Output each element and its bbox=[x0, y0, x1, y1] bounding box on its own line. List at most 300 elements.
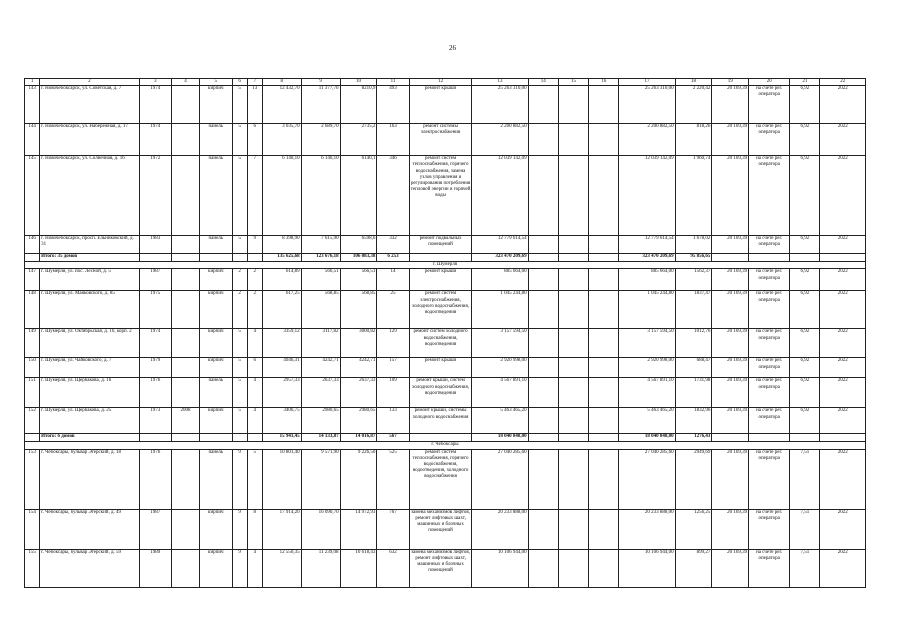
total-area-cell: 2957,33 bbox=[262, 378, 301, 408]
wall-material-cell: кирпич bbox=[200, 269, 232, 291]
cost-col-15-cell bbox=[558, 358, 588, 378]
cost-col-16-cell bbox=[589, 291, 619, 329]
residents-cell: 567 bbox=[377, 434, 409, 442]
cost-per-sqm-cell: 1276,43 bbox=[675, 434, 712, 442]
work-type-cell: ремонт крыши bbox=[409, 358, 472, 378]
cost-per-sqm-cell: 899,27 bbox=[675, 549, 712, 587]
work-type-cell: ремонт крыши bbox=[409, 86, 472, 124]
fund-method-cell: на счете рег. оператора bbox=[749, 509, 790, 549]
residents-cell: 109 bbox=[377, 378, 409, 408]
wall-material-cell bbox=[200, 434, 232, 442]
area-premises-cell: 568,85 bbox=[301, 291, 340, 329]
contribution-cell: 7,51 bbox=[790, 509, 820, 549]
total-area-cell: 12 550,35 bbox=[262, 549, 301, 587]
row-no-cell: 153 bbox=[25, 449, 40, 509]
entrances-cell: 6 bbox=[247, 124, 262, 156]
column-number-cell: 22 bbox=[820, 79, 866, 86]
total-area-cell: 8 398,90 bbox=[262, 236, 301, 254]
row-no-cell: 150 bbox=[25, 358, 40, 378]
row-no-cell bbox=[25, 254, 40, 262]
cost-owners-cell: 10 106 944,00 bbox=[619, 549, 675, 587]
completion-year-cell: 2022 bbox=[820, 358, 866, 378]
housing-register-table bbox=[24, 78, 866, 588]
total-area-cell: 10 801,40 bbox=[262, 449, 301, 509]
address-cell: г. Новочебоксарск, просп. Ельниковский, д. 31 bbox=[40, 236, 139, 254]
residents-cell: 767 bbox=[377, 509, 409, 549]
area-residential-cell: 6598,6 bbox=[340, 236, 377, 254]
year-built-cell: 1972 bbox=[139, 156, 171, 236]
row-no-cell: 151 bbox=[25, 378, 40, 408]
contribution-cell: 7,51 bbox=[790, 449, 820, 509]
row-no-cell: 147 bbox=[25, 269, 40, 291]
cost-per-sqm-cell: 1256,25 bbox=[675, 509, 712, 549]
table-row bbox=[25, 156, 866, 236]
city-section-row bbox=[25, 442, 866, 449]
fund-method-cell: на счете рег. оператора bbox=[749, 329, 790, 358]
area-premises-cell: 2637,33 bbox=[301, 378, 340, 408]
work-type-cell: замена механизмов лифтов, ремонт лифтовых шахт, машинных и блочных помещений bbox=[409, 509, 472, 549]
cost-col-14-cell bbox=[528, 549, 558, 587]
cost-col-14-cell bbox=[528, 509, 558, 549]
column-number-cell: 12 bbox=[409, 79, 472, 86]
total-cost-cell: 25 263 310,00 bbox=[472, 86, 528, 124]
contribution-cell: 6,92 bbox=[790, 291, 820, 329]
year-built-cell: 1974 bbox=[139, 124, 171, 156]
floors-cell: 5 bbox=[232, 408, 247, 434]
cost-col-14-cell bbox=[528, 329, 558, 358]
area-residential-cell: 2735,2 bbox=[340, 124, 377, 156]
address-cell: г. Новочебоксарск, ул. Советская, д. 7 bbox=[40, 86, 139, 124]
column-number-cell: 8 bbox=[262, 79, 301, 86]
year-built-cell bbox=[139, 254, 171, 262]
column-number-cell: 1 bbox=[25, 79, 40, 86]
total-cost-cell: 20 233 888,00 bbox=[472, 509, 528, 549]
cost-col-14-cell bbox=[528, 236, 558, 254]
address-cell: Итого: 35 домов bbox=[40, 254, 139, 262]
wall-material-cell: панель bbox=[200, 236, 232, 254]
year-reconstructed-cell bbox=[171, 236, 199, 254]
year-reconstructed-cell bbox=[171, 434, 199, 442]
cost-owners-cell: 12 039 142,09 bbox=[619, 156, 675, 236]
entrances-cell bbox=[247, 254, 262, 262]
entrances-cell: 13 bbox=[247, 86, 262, 124]
total-area-cell: 3359,12 bbox=[262, 329, 301, 358]
total-row bbox=[25, 434, 866, 442]
entrances-cell: 7 bbox=[247, 156, 262, 236]
cost-per-sqm-cell: 1832,96 bbox=[675, 408, 712, 434]
year-built-cell: 1987 bbox=[139, 269, 171, 291]
row-no-cell: 144 bbox=[25, 124, 40, 156]
cost-col-15-cell bbox=[558, 434, 588, 442]
column-number-cell: 6 bbox=[232, 79, 247, 86]
column-number-cell: 13 bbox=[472, 79, 528, 86]
floors-cell: 9 bbox=[232, 449, 247, 509]
address-cell: г. Шумерля, ул. пос. Лесной, д. 5 bbox=[40, 269, 139, 291]
cost-per-sqm-cell: 818,26 bbox=[675, 124, 712, 156]
completion-year-cell: 2022 bbox=[820, 269, 866, 291]
contribution-cell: 6,92 bbox=[790, 378, 820, 408]
fund-method-cell: на счете рег. оператора bbox=[749, 156, 790, 236]
cost-per-sqm-cell: 1837,47 bbox=[675, 291, 712, 329]
work-type-cell: ремонт крыши bbox=[409, 269, 472, 291]
area-residential-cell: 106 083,38 bbox=[340, 254, 377, 262]
cost-col-15-cell bbox=[558, 236, 588, 254]
cost-col-16-cell bbox=[589, 254, 619, 262]
address-cell: г. Чебоксары, бульвар Эгерский, д. 59 bbox=[40, 549, 139, 587]
row-no-cell: 145 bbox=[25, 156, 40, 236]
contribution-cell: 6,92 bbox=[790, 236, 820, 254]
column-number-cell: 19 bbox=[712, 79, 749, 86]
work-type-cell: ремонт системы электроснабжения bbox=[409, 124, 472, 156]
max-cost-per-sqm-cell: 20 169,39 bbox=[712, 156, 749, 236]
year-built-cell: 1973 bbox=[139, 408, 171, 434]
year-reconstructed-cell bbox=[171, 86, 199, 124]
max-cost-per-sqm-cell: 20 169,39 bbox=[712, 549, 749, 587]
area-premises-cell: 4242,71 bbox=[301, 358, 340, 378]
total-area-cell: 614,89 bbox=[262, 269, 301, 291]
total-cost-cell: 323 470 209,69 bbox=[472, 254, 528, 262]
area-premises-cell: 3117,82 bbox=[301, 329, 340, 358]
column-number-cell: 4 bbox=[171, 79, 199, 86]
year-reconstructed-cell bbox=[171, 329, 199, 358]
wall-material-cell: кирпич bbox=[200, 329, 232, 358]
cost-col-16-cell bbox=[589, 329, 619, 358]
area-residential-cell: 566,51 bbox=[340, 269, 377, 291]
cost-owners-cell: 3 157 594,50 bbox=[619, 329, 675, 358]
cost-col-16-cell bbox=[589, 86, 619, 124]
floors-cell: 5 bbox=[232, 156, 247, 236]
cost-col-16-cell bbox=[589, 378, 619, 408]
table-row bbox=[25, 124, 866, 156]
total-cost-cell: 4 567 891,10 bbox=[472, 378, 528, 408]
wall-material-cell: кирпич bbox=[200, 509, 232, 549]
cost-col-16-cell bbox=[589, 236, 619, 254]
fund-method-cell: на счете рег. оператора bbox=[749, 236, 790, 254]
cost-col-15-cell bbox=[558, 449, 588, 509]
row-no-cell: 146 bbox=[25, 236, 40, 254]
year-reconstructed-cell: 2008 bbox=[171, 408, 199, 434]
cost-per-sqm-cell: 1 678,02 bbox=[675, 236, 712, 254]
fund-method-cell bbox=[749, 254, 790, 262]
max-cost-per-sqm-cell: 20 169,39 bbox=[712, 291, 749, 329]
address-cell: г. Чебоксары, бульвар Эгерский, д. 49 bbox=[40, 509, 139, 549]
max-cost-per-sqm-cell bbox=[712, 434, 749, 442]
address-cell: г. Шумерля, ул. Щербакова, д. 25 bbox=[40, 408, 139, 434]
contribution-cell: 6,92 bbox=[790, 408, 820, 434]
residents-cell: 525 bbox=[377, 449, 409, 509]
area-residential-cell: 14 972,93 bbox=[340, 509, 377, 549]
completion-year-cell bbox=[820, 434, 866, 442]
completion-year-cell: 2022 bbox=[820, 408, 866, 434]
cost-col-14-cell bbox=[528, 269, 558, 291]
total-area-cell: 3 035,70 bbox=[262, 124, 301, 156]
work-type-cell bbox=[409, 434, 472, 442]
address-cell: г. Шумерля, ул. Октябрьская, д. 16, корп. 2 bbox=[40, 329, 139, 358]
year-built-cell: 1974 bbox=[139, 86, 171, 124]
year-built-cell: 1976 bbox=[139, 378, 171, 408]
entrances-cell: 5 bbox=[247, 449, 262, 509]
max-cost-per-sqm-cell: 20 169,39 bbox=[712, 378, 749, 408]
area-residential-cell: 14 016,87 bbox=[340, 434, 377, 442]
city-heading: г. Шумерля bbox=[25, 262, 866, 269]
year-built-cell bbox=[139, 434, 171, 442]
completion-year-cell: 2022 bbox=[820, 378, 866, 408]
year-reconstructed-cell bbox=[171, 291, 199, 329]
max-cost-per-sqm-cell: 20 169,39 bbox=[712, 269, 749, 291]
cost-owners-cell: 4 567 891,10 bbox=[619, 378, 675, 408]
cost-owners-cell: 20 233 888,00 bbox=[619, 509, 675, 549]
area-premises-cell: 2980,65 bbox=[301, 408, 340, 434]
table-row bbox=[25, 449, 866, 509]
cost-owners-cell: 1 045 244,80 bbox=[619, 291, 675, 329]
floors-cell: 9 bbox=[232, 509, 247, 549]
entrances-cell bbox=[247, 434, 262, 442]
fund-method-cell: на счете рег. оператора bbox=[749, 358, 790, 378]
completion-year-cell bbox=[820, 254, 866, 262]
floors-cell: 9 bbox=[232, 549, 247, 587]
year-built-cell: 1979 bbox=[139, 358, 171, 378]
page-number: 26 bbox=[449, 44, 456, 52]
floors-cell: 5 bbox=[232, 378, 247, 408]
table-row bbox=[25, 269, 866, 291]
max-cost-per-sqm-cell bbox=[712, 254, 749, 262]
wall-material-cell: кирпич bbox=[200, 358, 232, 378]
fund-method-cell: на счете рег. оператора bbox=[749, 269, 790, 291]
fund-method-cell: на счете рег. оператора bbox=[749, 449, 790, 509]
total-cost-cell: 2 920 998,00 bbox=[472, 358, 528, 378]
year-built-cell: 1983 bbox=[139, 236, 171, 254]
residents-cell: 6 253 bbox=[377, 254, 409, 262]
table-row bbox=[25, 358, 866, 378]
total-area-cell: 617,25 bbox=[262, 291, 301, 329]
fund-method-cell: на счете рег. оператора bbox=[749, 408, 790, 434]
max-cost-per-sqm-cell: 20 169,39 bbox=[712, 86, 749, 124]
work-type-cell: ремонт систем теплоснабжения, горячего водоснабжения, водоотведения, холодного водоснабжения bbox=[409, 449, 472, 509]
total-area-cell: 15 941,45 bbox=[262, 434, 301, 442]
area-premises-cell: 123 676,18 bbox=[301, 254, 340, 262]
area-residential-cell: 9 226,50 bbox=[340, 449, 377, 509]
wall-material-cell: панель bbox=[200, 449, 232, 509]
column-number-cell: 15 bbox=[558, 79, 588, 86]
max-cost-per-sqm-cell: 20 169,39 bbox=[712, 449, 749, 509]
entrances-cell: 6 bbox=[247, 358, 262, 378]
cost-per-sqm-cell: 1731,98 bbox=[675, 378, 712, 408]
area-residential-cell: 10 618,43 bbox=[340, 549, 377, 587]
floors-cell bbox=[232, 434, 247, 442]
year-built-cell: 1974 bbox=[139, 329, 171, 358]
cost-col-14-cell bbox=[528, 434, 558, 442]
cost-owners-cell: 27 040 285,60 bbox=[619, 449, 675, 509]
max-cost-per-sqm-cell: 20 169,39 bbox=[712, 124, 749, 156]
max-cost-per-sqm-cell: 20 169,39 bbox=[712, 509, 749, 549]
cost-owners-cell: 5 463 465,20 bbox=[619, 408, 675, 434]
year-built-cell: 1989 bbox=[139, 549, 171, 587]
area-premises-cell: 566,51 bbox=[301, 269, 340, 291]
entrances-cell: 9 bbox=[247, 236, 262, 254]
work-type-cell: ремонт крыши, систем холодного водоснабжения, водоотведения bbox=[409, 378, 472, 408]
floors-cell: 5 bbox=[232, 124, 247, 156]
cost-col-14-cell bbox=[528, 378, 558, 408]
work-type-cell: ремонт систем теплоснабжения, горячего водоснабжения, замена узлов управления и регулирования потребления тепловой энергии и горячей воды bbox=[409, 156, 472, 236]
table-row bbox=[25, 329, 866, 358]
address-cell: г. Шумерля, ул. Маяковского, д. 85 bbox=[40, 291, 139, 329]
cost-col-14-cell bbox=[528, 408, 558, 434]
cost-per-sqm-cell: 2949,69 bbox=[675, 449, 712, 509]
contribution-cell bbox=[790, 434, 820, 442]
column-number-cell: 10 bbox=[340, 79, 377, 86]
city-heading: г. Чебоксары bbox=[25, 442, 866, 449]
residents-cell: 346 bbox=[377, 156, 409, 236]
column-number-cell: 2 bbox=[40, 79, 139, 86]
total-cost-cell: 12 779 614,54 bbox=[472, 236, 528, 254]
row-no-cell: 149 bbox=[25, 329, 40, 358]
cost-col-14-cell bbox=[528, 291, 558, 329]
total-cost-cell: 3 157 594,50 bbox=[472, 329, 528, 358]
work-type-cell: ремонт систем холодного водоснабжения, водоотведения bbox=[409, 329, 472, 358]
cost-col-16-cell bbox=[589, 434, 619, 442]
column-number-cell: 11 bbox=[377, 79, 409, 86]
cost-per-sqm-cell: 2 220,42 bbox=[675, 86, 712, 124]
area-residential-cell: 8210,9 bbox=[340, 86, 377, 124]
floors-cell: 2 bbox=[232, 269, 247, 291]
work-type-cell bbox=[409, 254, 472, 262]
total-area-cell: 17 914,20 bbox=[262, 509, 301, 549]
cost-col-16-cell bbox=[589, 124, 619, 156]
cost-col-14-cell bbox=[528, 254, 558, 262]
entrances-cell: 4 bbox=[247, 549, 262, 587]
work-type-cell: ремонт крыши, системы холодного водоснабжения bbox=[409, 408, 472, 434]
column-number-cell: 20 bbox=[749, 79, 790, 86]
total-area-cell: 3406,75 bbox=[262, 408, 301, 434]
max-cost-per-sqm-cell: 20 169,39 bbox=[712, 236, 749, 254]
area-residential-cell: 3000,82 bbox=[340, 329, 377, 358]
column-number-cell: 21 bbox=[790, 79, 820, 86]
area-premises-cell: 6 140,10 bbox=[301, 156, 340, 236]
cost-col-15-cell bbox=[558, 408, 588, 434]
total-cost-cell: 12 039 142,09 bbox=[472, 156, 528, 236]
year-reconstructed-cell bbox=[171, 358, 199, 378]
residents-cell: 157 bbox=[377, 358, 409, 378]
cost-col-15-cell bbox=[558, 124, 588, 156]
entrances-cell: 2 bbox=[247, 269, 262, 291]
table-row bbox=[25, 236, 866, 254]
contribution-cell: 6,92 bbox=[790, 329, 820, 358]
address-cell: г. Новочебоксарск, ул. Солнечная, д. 16 bbox=[40, 156, 139, 236]
residents-cell: 25 bbox=[377, 291, 409, 329]
address-cell: г. Шумерля, ул. Щербакова, д. 16 bbox=[40, 378, 139, 408]
floors-cell: 2 bbox=[232, 291, 247, 329]
year-reconstructed-cell bbox=[171, 156, 199, 236]
cost-col-14-cell bbox=[528, 358, 558, 378]
total-area-cell: 4946,31 bbox=[262, 358, 301, 378]
total-cost-cell: 5 463 465,20 bbox=[472, 408, 528, 434]
address-cell: г. Чебоксары, бульвар Эгерский, д. 18 bbox=[40, 449, 139, 509]
total-cost-cell: 2 200 882,50 bbox=[472, 124, 528, 156]
total-row bbox=[25, 254, 866, 262]
year-built-cell: 1987 bbox=[139, 509, 171, 549]
wall-material-cell: кирпич bbox=[200, 291, 232, 329]
cost-col-15-cell bbox=[558, 269, 588, 291]
wall-material-cell: кирпич bbox=[200, 408, 232, 434]
area-premises-cell: 2 689,70 bbox=[301, 124, 340, 156]
column-number-cell: 17 bbox=[619, 79, 675, 86]
year-reconstructed-cell bbox=[171, 378, 199, 408]
total-area-cell: 135 625,68 bbox=[262, 254, 301, 262]
cost-col-16-cell bbox=[589, 358, 619, 378]
column-number-cell: 9 bbox=[301, 79, 340, 86]
cost-col-15-cell bbox=[558, 156, 588, 236]
cost-col-15-cell bbox=[558, 86, 588, 124]
cost-per-sqm-cell: 1 960,74 bbox=[675, 156, 712, 236]
residents-cell: 14 bbox=[377, 269, 409, 291]
cost-col-16-cell bbox=[589, 509, 619, 549]
wall-material-cell bbox=[200, 254, 232, 262]
fund-method-cell: на счете рег. оператора bbox=[749, 549, 790, 587]
total-cost-cell: 1 045 244,80 bbox=[472, 291, 528, 329]
year-reconstructed-cell bbox=[171, 449, 199, 509]
table-row bbox=[25, 549, 866, 587]
area-premises-cell: 11 377,70 bbox=[301, 86, 340, 124]
cost-col-16-cell bbox=[589, 156, 619, 236]
total-cost-cell: 18 040 848,00 bbox=[472, 434, 528, 442]
completion-year-cell: 2022 bbox=[820, 449, 866, 509]
contribution-cell: 6,92 bbox=[790, 358, 820, 378]
cost-col-15-cell bbox=[558, 509, 588, 549]
table-row bbox=[25, 408, 866, 434]
residents-cell: 133 bbox=[377, 408, 409, 434]
cost-col-15-cell bbox=[558, 378, 588, 408]
row-no-cell: 152 bbox=[25, 408, 40, 434]
entrances-cell: 4 bbox=[247, 329, 262, 358]
area-premises-cell: 9 571,90 bbox=[301, 449, 340, 509]
cost-col-16-cell bbox=[589, 549, 619, 587]
floors-cell bbox=[232, 254, 247, 262]
address-cell: г. Новочебоксарск, ул. Набережная, д. 17 bbox=[40, 124, 139, 156]
wall-material-cell: панель bbox=[200, 156, 232, 236]
completion-year-cell: 2022 bbox=[820, 509, 866, 549]
cost-col-16-cell bbox=[589, 408, 619, 434]
total-cost-cell: 10 106 944,00 bbox=[472, 549, 528, 587]
cost-col-15-cell bbox=[558, 254, 588, 262]
entrances-cell: 4 bbox=[247, 408, 262, 434]
year-built-cell: 1976 bbox=[139, 449, 171, 509]
total-cost-cell: 885 664,00 bbox=[472, 269, 528, 291]
column-number-cell: 7 bbox=[247, 79, 262, 86]
table-row bbox=[25, 378, 866, 408]
cost-owners-cell: 2 200 882,50 bbox=[619, 124, 675, 156]
cost-owners-cell: 2 920 998,00 bbox=[619, 358, 675, 378]
fund-method-cell: на счете рег. оператора bbox=[749, 86, 790, 124]
cost-col-16-cell bbox=[589, 269, 619, 291]
total-area-cell: 6 140,10 bbox=[262, 156, 301, 236]
column-number-cell: 14 bbox=[528, 79, 558, 86]
floors-cell: 5 bbox=[232, 329, 247, 358]
column-number-cell: 18 bbox=[675, 79, 712, 86]
contribution-cell bbox=[790, 254, 820, 262]
work-type-cell: ремонт подвальных помещений bbox=[409, 236, 472, 254]
total-cost-cell: 27 040 285,60 bbox=[472, 449, 528, 509]
cost-owners-cell: 885 664,00 bbox=[619, 269, 675, 291]
area-premises-cell: 16 090,70 bbox=[301, 509, 340, 549]
fund-method-cell: на счете рег. оператора bbox=[749, 378, 790, 408]
contribution-cell: 6,92 bbox=[790, 156, 820, 236]
area-residential-cell: 4242,71 bbox=[340, 358, 377, 378]
floors-cell: 5 bbox=[232, 86, 247, 124]
row-no-cell: 155 bbox=[25, 549, 40, 587]
cost-col-14-cell bbox=[528, 156, 558, 236]
cost-owners-cell: 12 779 614,54 bbox=[619, 236, 675, 254]
wall-material-cell: панель bbox=[200, 378, 232, 408]
